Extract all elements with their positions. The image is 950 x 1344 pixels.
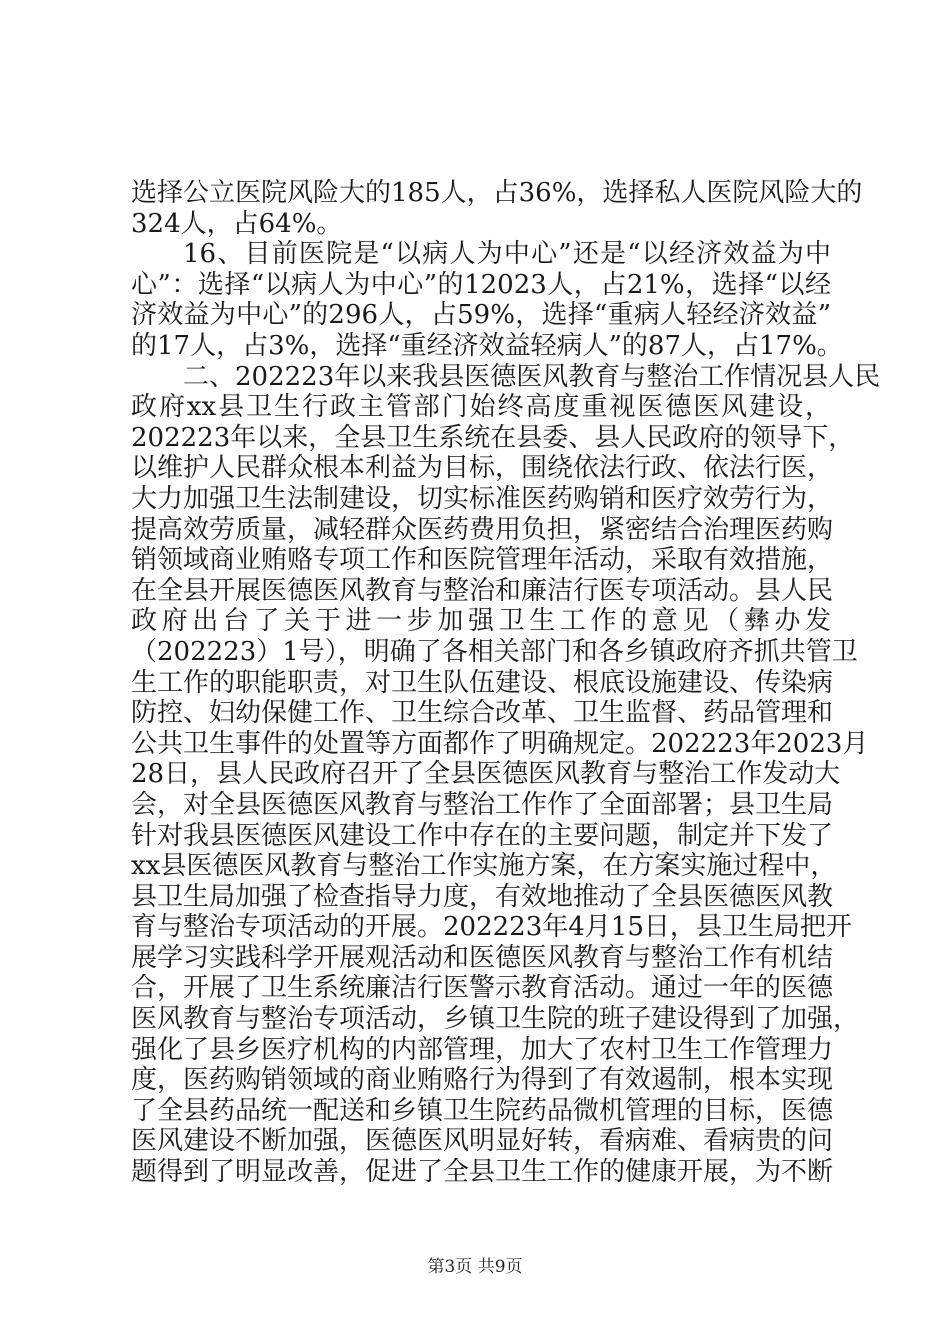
text-line-13: 销领域商业贿赂专项工作和医院管理年活动，采取有效措施， bbox=[131, 545, 834, 576]
text-line-20: 28日，县人民政府召开了全县医德医风教育与整治工作发动大 bbox=[131, 759, 841, 790]
text-line-31: 了全县药品统一配送和乡镇卫生院药品微机管理的目标，医德 bbox=[131, 1095, 834, 1126]
text-line-19: 公共卫生事件的处置等方面都作了明确规定。202223年2023月 bbox=[131, 728, 869, 759]
text-line-29: 强化了县乡医疗机构的内部管理，加大了农村卫生工作管理力 bbox=[131, 1034, 834, 1065]
text-line-17: 生工作的职能职责，对卫生队伍建设、根底设施建设、传染病 bbox=[131, 667, 834, 698]
text-line-18: 防控、妇幼保健工作、卫生综合改革、卫生监督、药品管理和 bbox=[131, 698, 834, 729]
text-line-25: 育与整治专项活动的开展。202223年4月15日，县卫生局把开 bbox=[131, 912, 852, 943]
text-line-2: 324人，占64%。 bbox=[131, 208, 343, 239]
text-line-5: 济效益为中心”的296人，占59%，选择“重病人轻经济效益” bbox=[131, 300, 831, 331]
text-line-7: 二、202223年以来我县医德医风教育与整治工作情况县人民 bbox=[183, 361, 881, 392]
text-line-22: 针对我县医德医风建设工作中存在的主要问题，制定并下发了 bbox=[131, 820, 834, 851]
text-line-27: 合，开展了卫生系统廉洁行医警示教育活动。通过一年的医德 bbox=[131, 973, 834, 1004]
text-line-33: 题得到了明显改善，促进了全县卫生工作的健康开展，为不断 bbox=[131, 1157, 834, 1187]
text-line-8: 政府xx县卫生行政主管部门始终高度重视医德医风建设， bbox=[131, 392, 831, 423]
text-line-24: 县卫生局加强了检查指导力度，有效地推动了全县医德医风教 bbox=[131, 881, 834, 912]
text-line-4: 心”：选择“以病人为中心”的12023人，占21%，选择“以经 bbox=[131, 269, 831, 300]
text-line-23: xx县医德医风教育与整治工作实施方案，在方案实施过程中， bbox=[131, 851, 837, 882]
text-line-10: 以维护人民群众根本利益为目标，围绕依法行政、依法行医， bbox=[131, 453, 834, 484]
text-line-9: 202223年以来，全县卫生系统在县委、县人民政府的领导下， bbox=[131, 422, 855, 453]
text-line-6: 的17人，占3%，选择“重经济效益轻病人”的87人，占17%。 bbox=[131, 331, 843, 361]
page-footer: 第3页 共9页 bbox=[427, 1257, 523, 1277]
text-line-21: 会，对全县医德医风教育与整治工作作了全面部署；县卫生局 bbox=[131, 789, 834, 820]
text-line-26: 展学习实践科学开展观活动和医德医风教育与整治工作有机结 bbox=[131, 942, 834, 973]
text-line-1: 选择公立医院风险大的185人，占36%，选择私人医院风险大的 bbox=[131, 178, 863, 208]
text-line-32: 医风建设不断加强，医德医风明显好转，看病难、看病贵的问 bbox=[131, 1126, 834, 1157]
text-line-12: 提高效劳质量，减轻群众医药费用负担，紧密结合治理医药购 bbox=[131, 514, 834, 545]
text-line-30: 度，医药购销领域的商业贿赂行为得到了有效遏制，根本实现 bbox=[131, 1065, 834, 1096]
text-line-16: （202223）1号），明确了各相关部门和各乡镇政府齐抓共管卫 bbox=[131, 636, 858, 667]
text-line-3: 16、目前医院是“以病人为中心”还是“以经济效益为中 bbox=[183, 239, 831, 270]
text-line-15: 政府出台了关于进一步加强卫生工作的意见（彝办发 bbox=[131, 606, 831, 637]
text-line-11: 大力加强卫生法制建设，切实标准医药购销和医疗效劳行为， bbox=[131, 483, 834, 514]
text-line-14: 在全县开展医德医风教育与整治和廉洁行医专项活动。县人民 bbox=[131, 575, 834, 606]
text-line-28: 医风教育与整治专项活动，乡镇卫生院的班子建设得到了加强， bbox=[131, 1004, 860, 1034]
